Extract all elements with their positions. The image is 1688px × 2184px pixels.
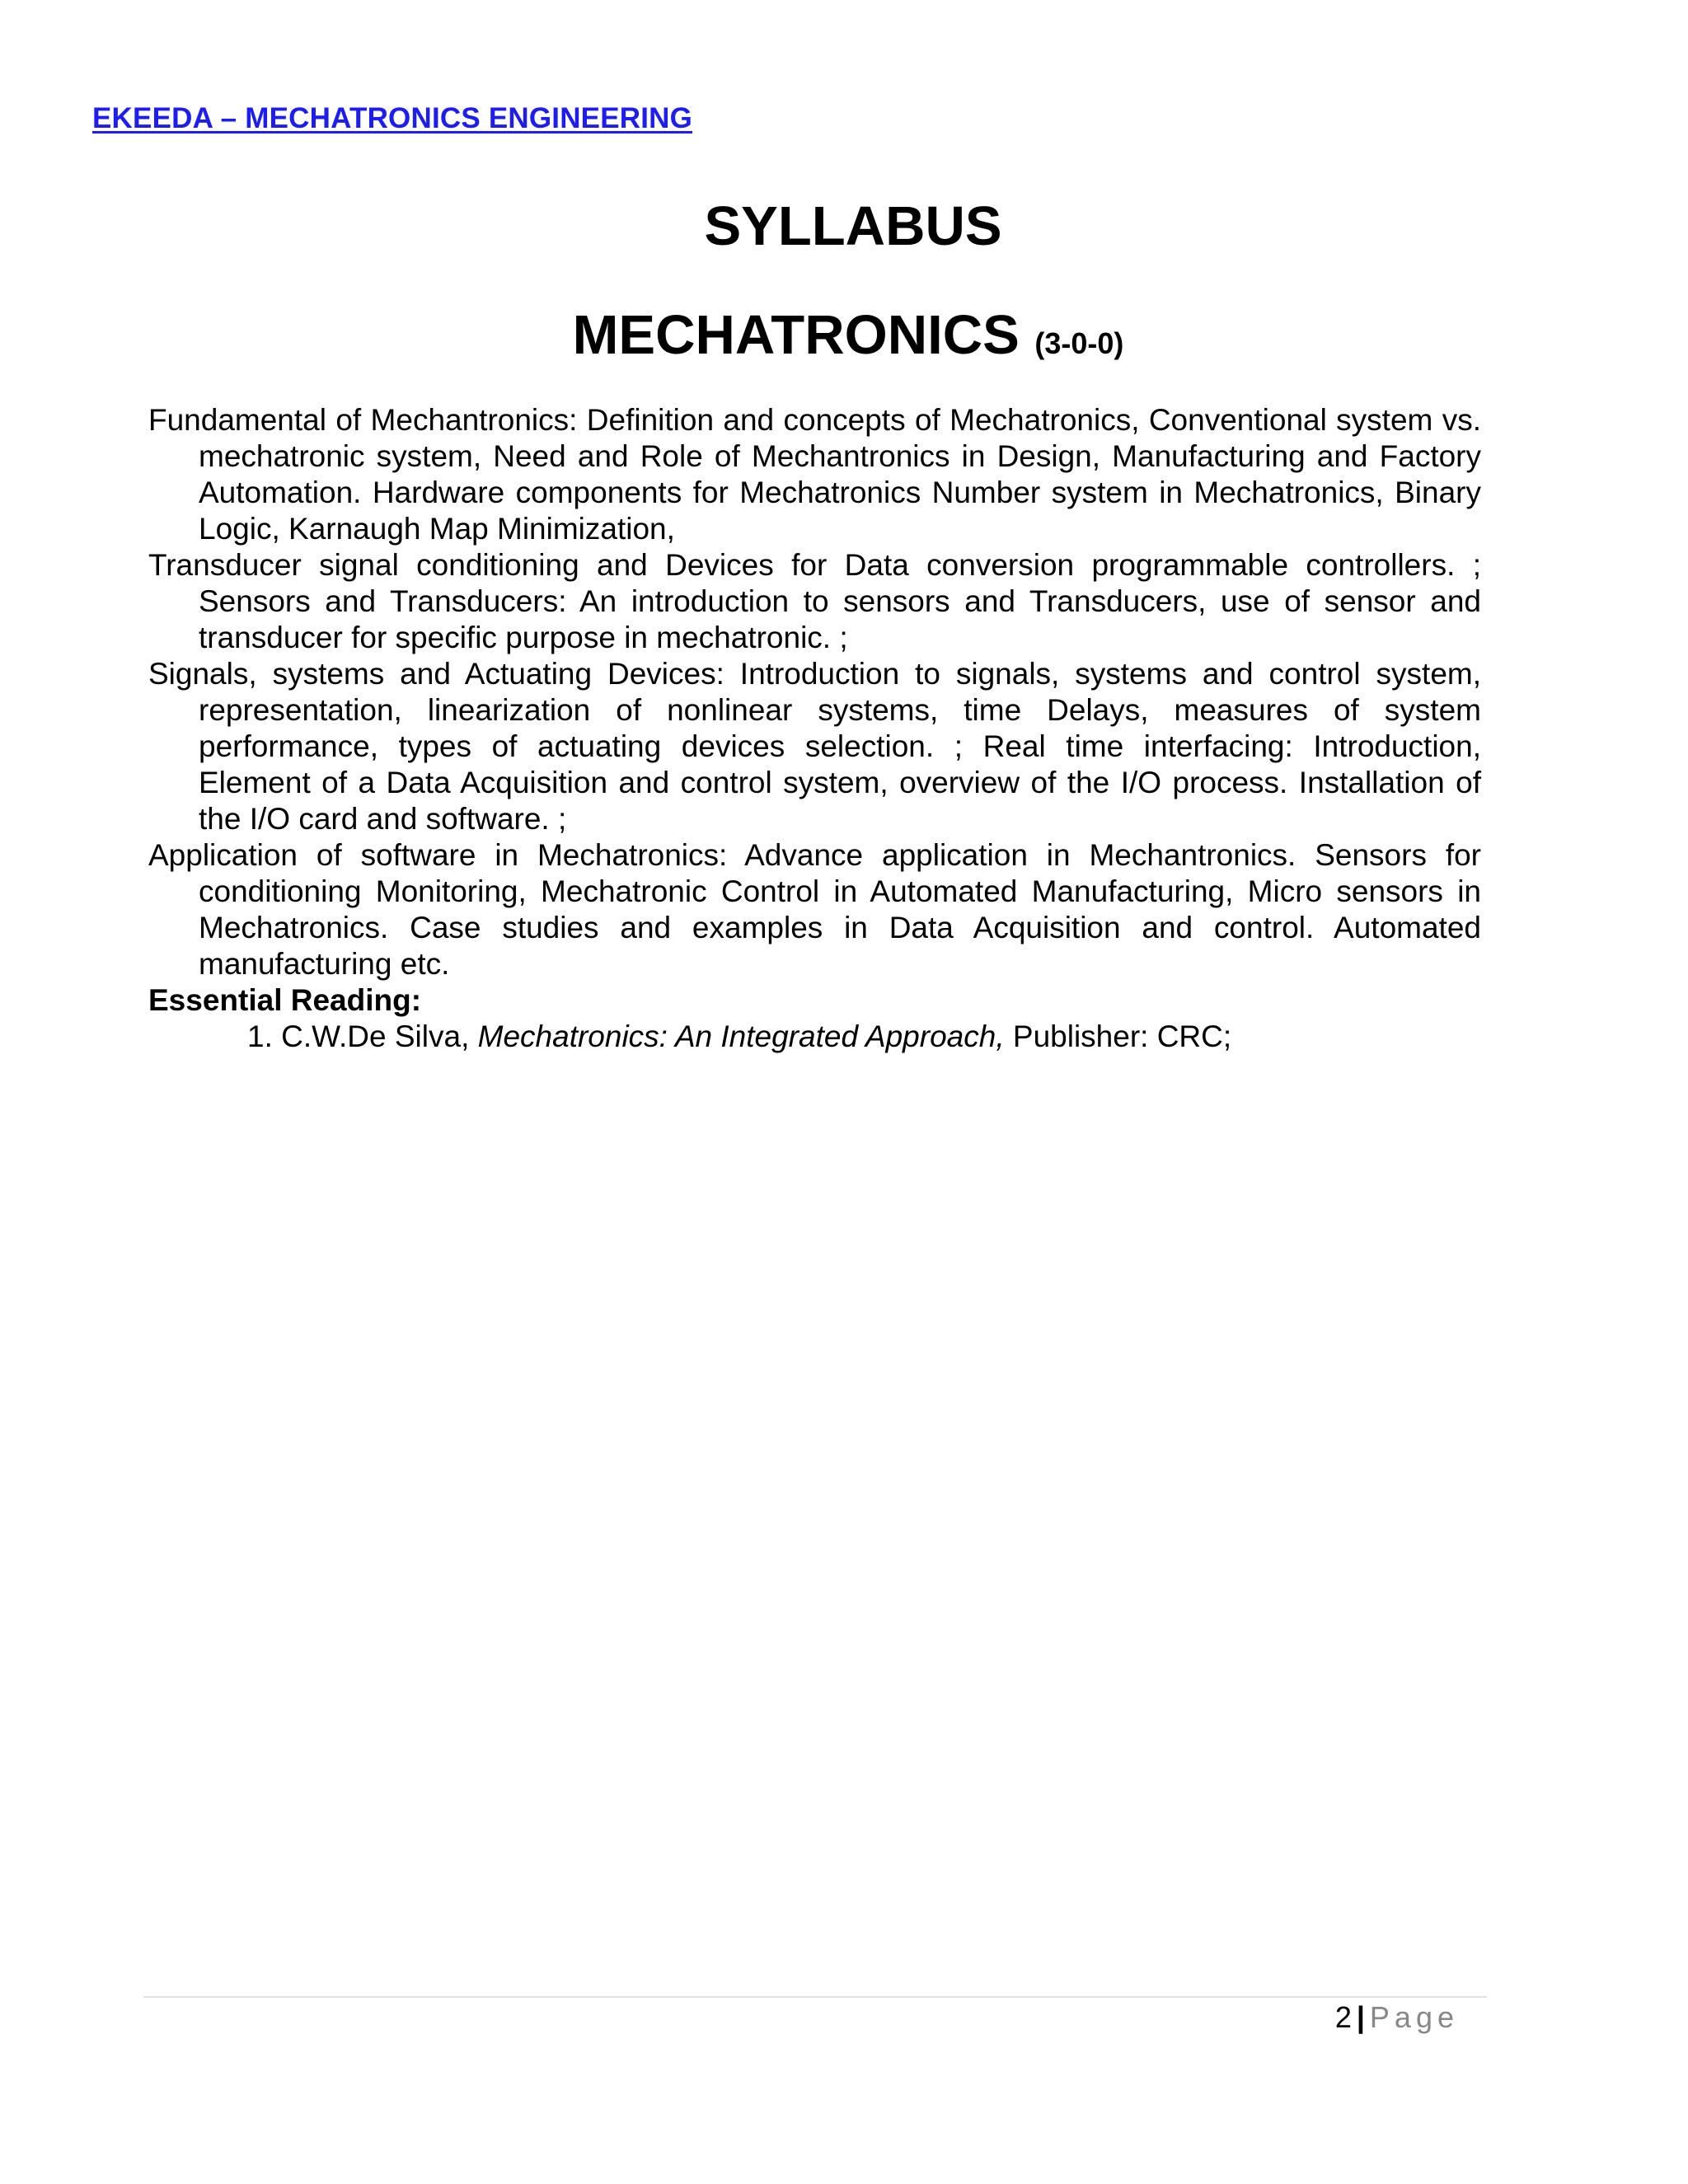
course-name: MECHATRONICS [572, 304, 1020, 366]
course-title [0, 303, 1688, 367]
footer-separator: | [1356, 2000, 1365, 2034]
syllabus-paragraph-fundamentals: Fundamental of Mechantronics: Definition and concepts of Mechatronics, Conventional system vs. mechatronic system, Need and Role of Mechantronics in Design, Manufacturing and Factory Automation. Hardware components for Mechatronics Number system in Mechatronics, Binary Logic, Karnaugh Map Minimization, [148, 403, 1481, 546]
page-number: 2 [1334, 2000, 1352, 2034]
page-label: Page [1369, 2000, 1459, 2034]
syllabus-paragraph-applications: Application of software in Mechatronics: Advance application in Mechantronics. Sensors for conditioning Monitoring, Mechatronic Control in Automated Manufacturing, Micro sensors in Mechatronics. Case studies and examples in Data Acquisition and control. Automated manufacturing etc. [148, 838, 1481, 981]
reading-number: 1. [247, 1019, 273, 1053]
reading-list-item [247, 1019, 1481, 1055]
reading-publisher: Publisher: CRC; [1012, 1019, 1232, 1053]
page-footer [1335, 1998, 1459, 2037]
syllabus-content [148, 402, 1481, 1055]
syllabus-paragraph-signals: Signals, systems and Actuating Devices: Introduction to signals, systems and control system, representation, linearization of nonlinear systems, time Delays, measures of system performance, types of actuating devices selection. ; Real time interfacing: Introduction, Element of a Data Acquisition and control system, overview of the I/O process. Installation of the I/O card and software. ; [148, 657, 1481, 836]
reading-title: Mechatronics: An Integrated Approach, [477, 1019, 1005, 1053]
essential-reading-heading: Essential Reading: [148, 983, 422, 1017]
header-link[interactable]: EKEEDA – MECHATRONICS ENGINEERING [92, 102, 693, 134]
syllabus-paragraph-transducers: Transducer signal conditioning and Devices for Data conversion programmable controllers. ; Sensors and Transducers: An introduction to sensors and Transducers, use of sensor and transducer for specific purpose in mechatronic. ; [148, 548, 1481, 654]
reading-author: C.W.De Silva, [281, 1019, 470, 1053]
syllabus-title: SYLLABUS [704, 195, 1002, 257]
reading-list [148, 1019, 1481, 1055]
course-credits: (3-0-0) [1034, 326, 1124, 360]
footer-divider [143, 1996, 1487, 1998]
